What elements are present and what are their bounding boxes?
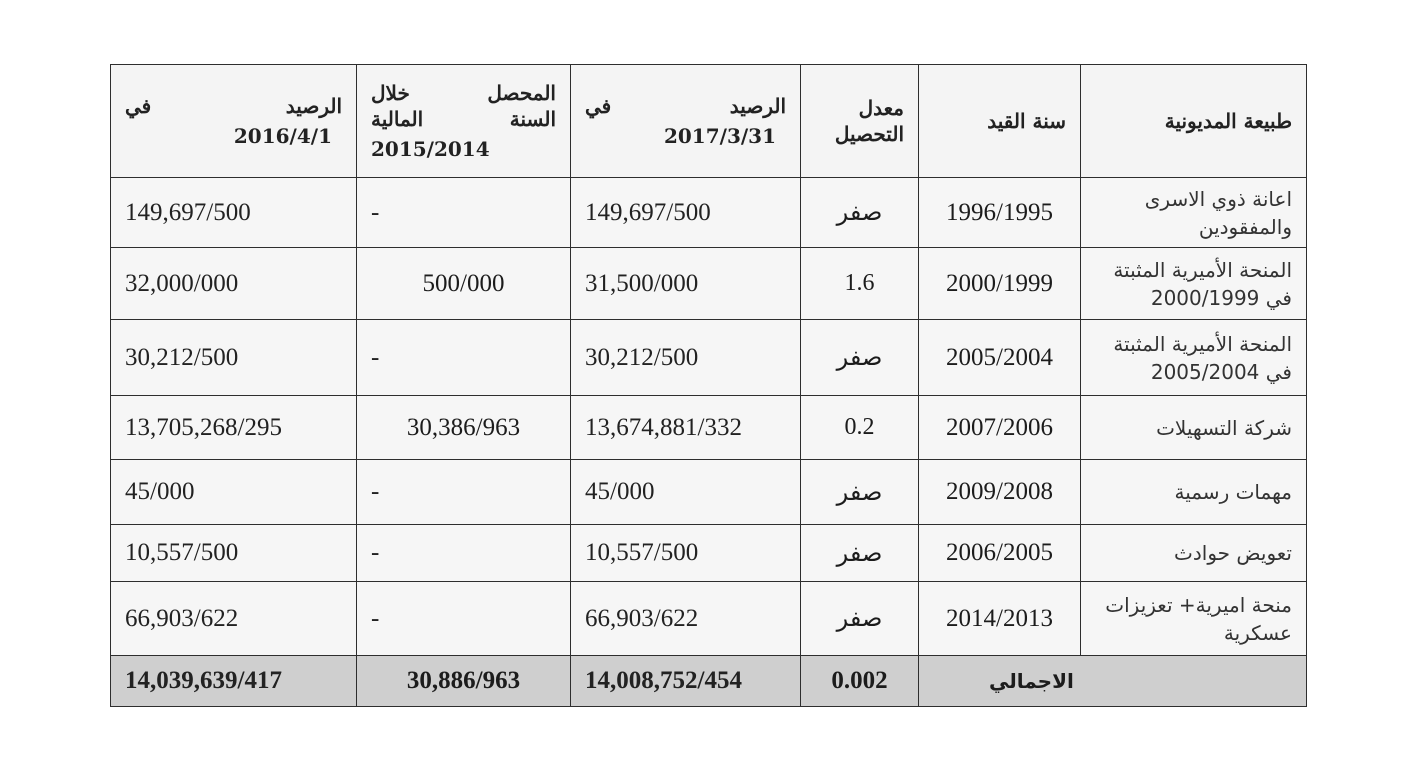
table-row	[111, 320, 1307, 396]
rate-cell: صفر	[801, 178, 919, 248]
collected-cell: 500/000	[357, 248, 571, 320]
header-rate	[801, 65, 919, 178]
year-cell: 2009/2008	[919, 460, 1081, 525]
collected-cell: -	[357, 320, 571, 396]
year-cell: 2007/2006	[919, 396, 1081, 460]
header-nature	[1081, 65, 1307, 178]
header-balance-2016-in: في	[125, 94, 152, 118]
year-cell: 2000/1999	[919, 248, 1081, 320]
rate-cell: صفر	[801, 460, 919, 525]
table-row	[111, 396, 1307, 460]
header-balance-2017-in: في	[585, 94, 612, 118]
table-row	[111, 178, 1307, 248]
rate-cell: 0.2	[801, 396, 919, 460]
header-balance-2016	[111, 65, 357, 178]
table-row	[111, 460, 1307, 525]
balance-2017-cell: 10,557/500	[571, 525, 801, 582]
header-row	[111, 65, 1307, 178]
rate-cell: صفر	[801, 320, 919, 396]
header-collected-period: 2015/2014	[371, 137, 490, 161]
debt-table	[110, 64, 1307, 707]
header-collected-word2: خلال	[371, 81, 410, 105]
collected-cell: 30,386/963	[357, 396, 571, 460]
header-collected-word1: المحصل	[487, 81, 556, 105]
nature-cell: تعويض حوادث	[1081, 525, 1307, 582]
table-row	[111, 582, 1307, 656]
total-row	[111, 656, 1307, 707]
balance-2016-cell: 149,697/500	[111, 178, 357, 248]
year-cell: 2006/2005	[919, 525, 1081, 582]
nature-cell: المنحة الأميرية المثبتة في 2005/2004	[1081, 320, 1307, 396]
total-collected: 30,886/963	[357, 656, 571, 707]
header-nature-text: طبيعة المديونية	[1164, 109, 1292, 133]
rate-cell: صفر	[801, 582, 919, 656]
collected-cell: -	[357, 582, 571, 656]
header-year-text: سنة القيد	[987, 109, 1066, 133]
balance-2017-cell: 66,903/622	[571, 582, 801, 656]
total-balance-2016: 14,039,639/417	[111, 656, 357, 707]
total-balance-2017: 14,008,752/454	[571, 656, 801, 707]
year-cell: 2014/2013	[919, 582, 1081, 656]
nature-cell: منحة اميرية+ تعزيزات عسكرية	[1081, 582, 1307, 656]
table-row	[111, 248, 1307, 320]
balance-2016-cell: 66,903/622	[111, 582, 357, 656]
rate-cell: صفر	[801, 525, 919, 582]
balance-2016-cell: 45/000	[111, 460, 357, 525]
collected-cell: -	[357, 460, 571, 525]
header-balance-2016-date: 2016/4/1	[233, 124, 332, 148]
table-row	[111, 525, 1307, 582]
balance-2016-cell: 10,557/500	[111, 525, 357, 582]
balance-2017-cell: 45/000	[571, 460, 801, 525]
header-balance-2016-label: الرصيد	[285, 94, 342, 118]
nature-cell: شركة التسهيلات	[1081, 396, 1307, 460]
total-label: الاجمالي	[919, 656, 1307, 707]
nature-cell: اعانة ذوي الاسرى والمفقودين	[1081, 178, 1307, 248]
header-balance-2017-label: الرصيد	[729, 94, 786, 118]
header-balance-2017	[571, 65, 801, 178]
header-collected	[357, 65, 571, 178]
balance-2017-cell: 149,697/500	[571, 178, 801, 248]
nature-cell: مهمات رسمية	[1081, 460, 1307, 525]
header-rate-line2: التحصيل	[834, 122, 904, 146]
balance-2017-cell: 31,500/000	[571, 248, 801, 320]
year-cell: 2005/2004	[919, 320, 1081, 396]
header-collected-word4: المالية	[371, 107, 424, 131]
balance-2016-cell: 32,000/000	[111, 248, 357, 320]
balance-2016-cell: 30,212/500	[111, 320, 357, 396]
balance-2016-cell: 13,705,268/295	[111, 396, 357, 460]
total-rate: 0.002	[801, 656, 919, 707]
year-cell: 1996/1995	[919, 178, 1081, 248]
nature-cell: المنحة الأميرية المثبتة في 2000/1999	[1081, 248, 1307, 320]
rate-cell: 1.6	[801, 248, 919, 320]
header-rate-line1: معدل	[858, 96, 904, 120]
balance-2017-cell: 13,674,881/332	[571, 396, 801, 460]
header-balance-2017-date: 2017/3/31	[663, 124, 776, 148]
collected-cell: -	[357, 178, 571, 248]
header-collected-word3: السنة	[509, 107, 556, 131]
header-year	[919, 65, 1081, 178]
collected-cell: -	[357, 525, 571, 582]
balance-2017-cell: 30,212/500	[571, 320, 801, 396]
